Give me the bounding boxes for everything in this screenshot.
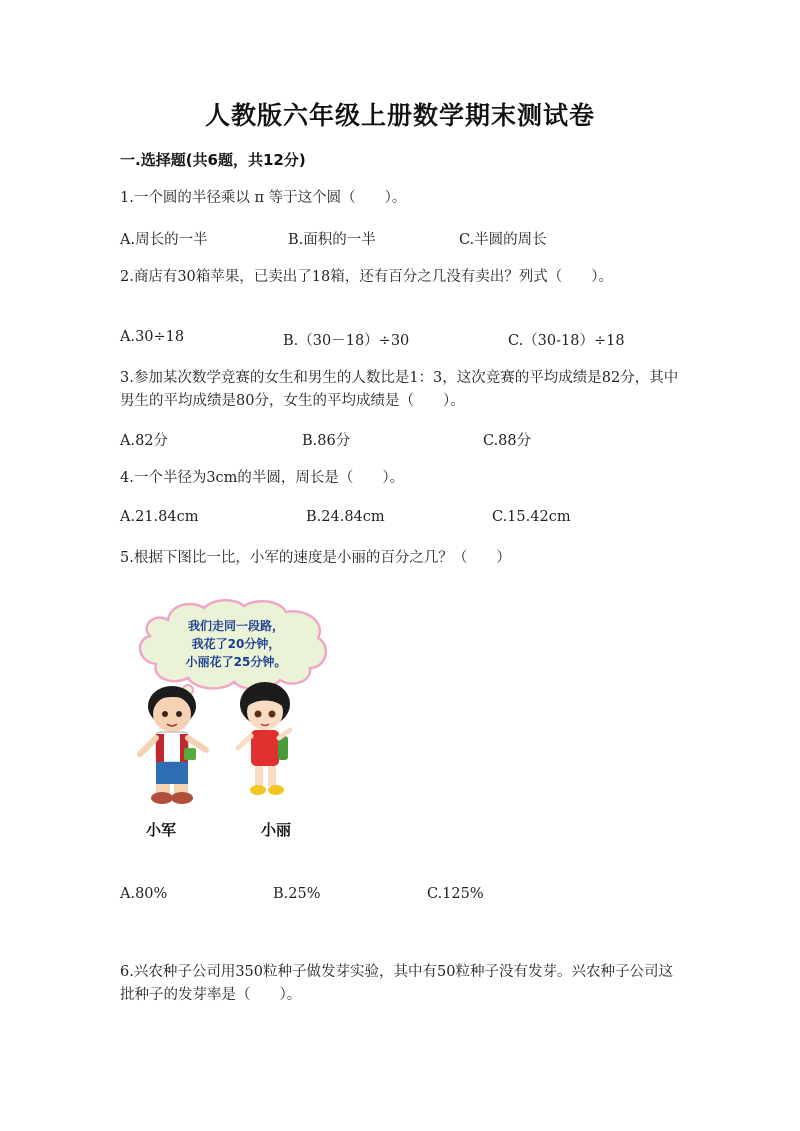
- question-5-figure: [130, 598, 340, 818]
- q1-option-b: B.面积的一半: [288, 232, 376, 248]
- q3-option-a: A.82分: [120, 433, 169, 449]
- question-2: 2.商店有30箱苹果，已卖出了18箱，还有百分之几没有卖出？列式（ ）。: [120, 269, 613, 285]
- question-6: 6.兴农种子公司用350粒种子做发芽实验，其中有50粒种子没有发芽。兴农种子公司这批种子的发芽率是（ ）。: [120, 964, 673, 1003]
- boy-name-label: 小军: [146, 821, 177, 839]
- q2-option-b: B.（30－18）÷30: [283, 333, 410, 349]
- page-title: 人教版六年级上册数学期末测试卷: [204, 101, 595, 130]
- q5-option-b: B.25%: [273, 886, 321, 902]
- question-4: 4.一个半径为3cm的半圆，周长是（ ）。: [120, 470, 405, 486]
- question-3: 3.参加某次数学竞赛的女生和男生的人数比是1：3，这次竞赛的平均成绩是82分，其中男生的平均成绩是80分，女生的平均成绩是（ ）。: [120, 370, 679, 409]
- q3-option-b: B.86分: [302, 433, 351, 449]
- q5-option-a: A.80%: [120, 886, 168, 902]
- q4-option-a: A.21.84cm: [120, 509, 199, 525]
- q3-option-c: C.88分: [483, 433, 532, 449]
- girl-illustration: [238, 682, 290, 795]
- q2-option-a: A.30÷18: [120, 329, 185, 345]
- bubble-line-1: 我们走同一段路，: [187, 619, 285, 633]
- question-5: 5.根据下图比一比，小军的速度是小丽的百分之几？（ ）: [120, 550, 511, 566]
- bubble-line-3: 小丽花了25分钟。: [185, 655, 287, 669]
- q1-option-a: A.周长的一半: [120, 232, 208, 248]
- bubble-line-2: 我花了20分钟，: [191, 637, 281, 651]
- boy-illustration: [140, 686, 206, 804]
- q5-option-c: C.125%: [427, 886, 484, 902]
- section-heading: 一.选择题(共6题，共12分): [120, 151, 306, 169]
- girl-name-label: 小丽: [261, 821, 292, 839]
- q1-option-c: C.半圆的周长: [459, 232, 547, 248]
- question-1: 1.一个圆的半径乘以 π 等于这个圆（ ）。: [120, 190, 407, 206]
- q2-option-c: C.（30-18）÷18: [508, 333, 625, 349]
- q4-option-b: B.24.84cm: [306, 509, 385, 525]
- q4-option-c: C.15.42cm: [492, 509, 571, 525]
